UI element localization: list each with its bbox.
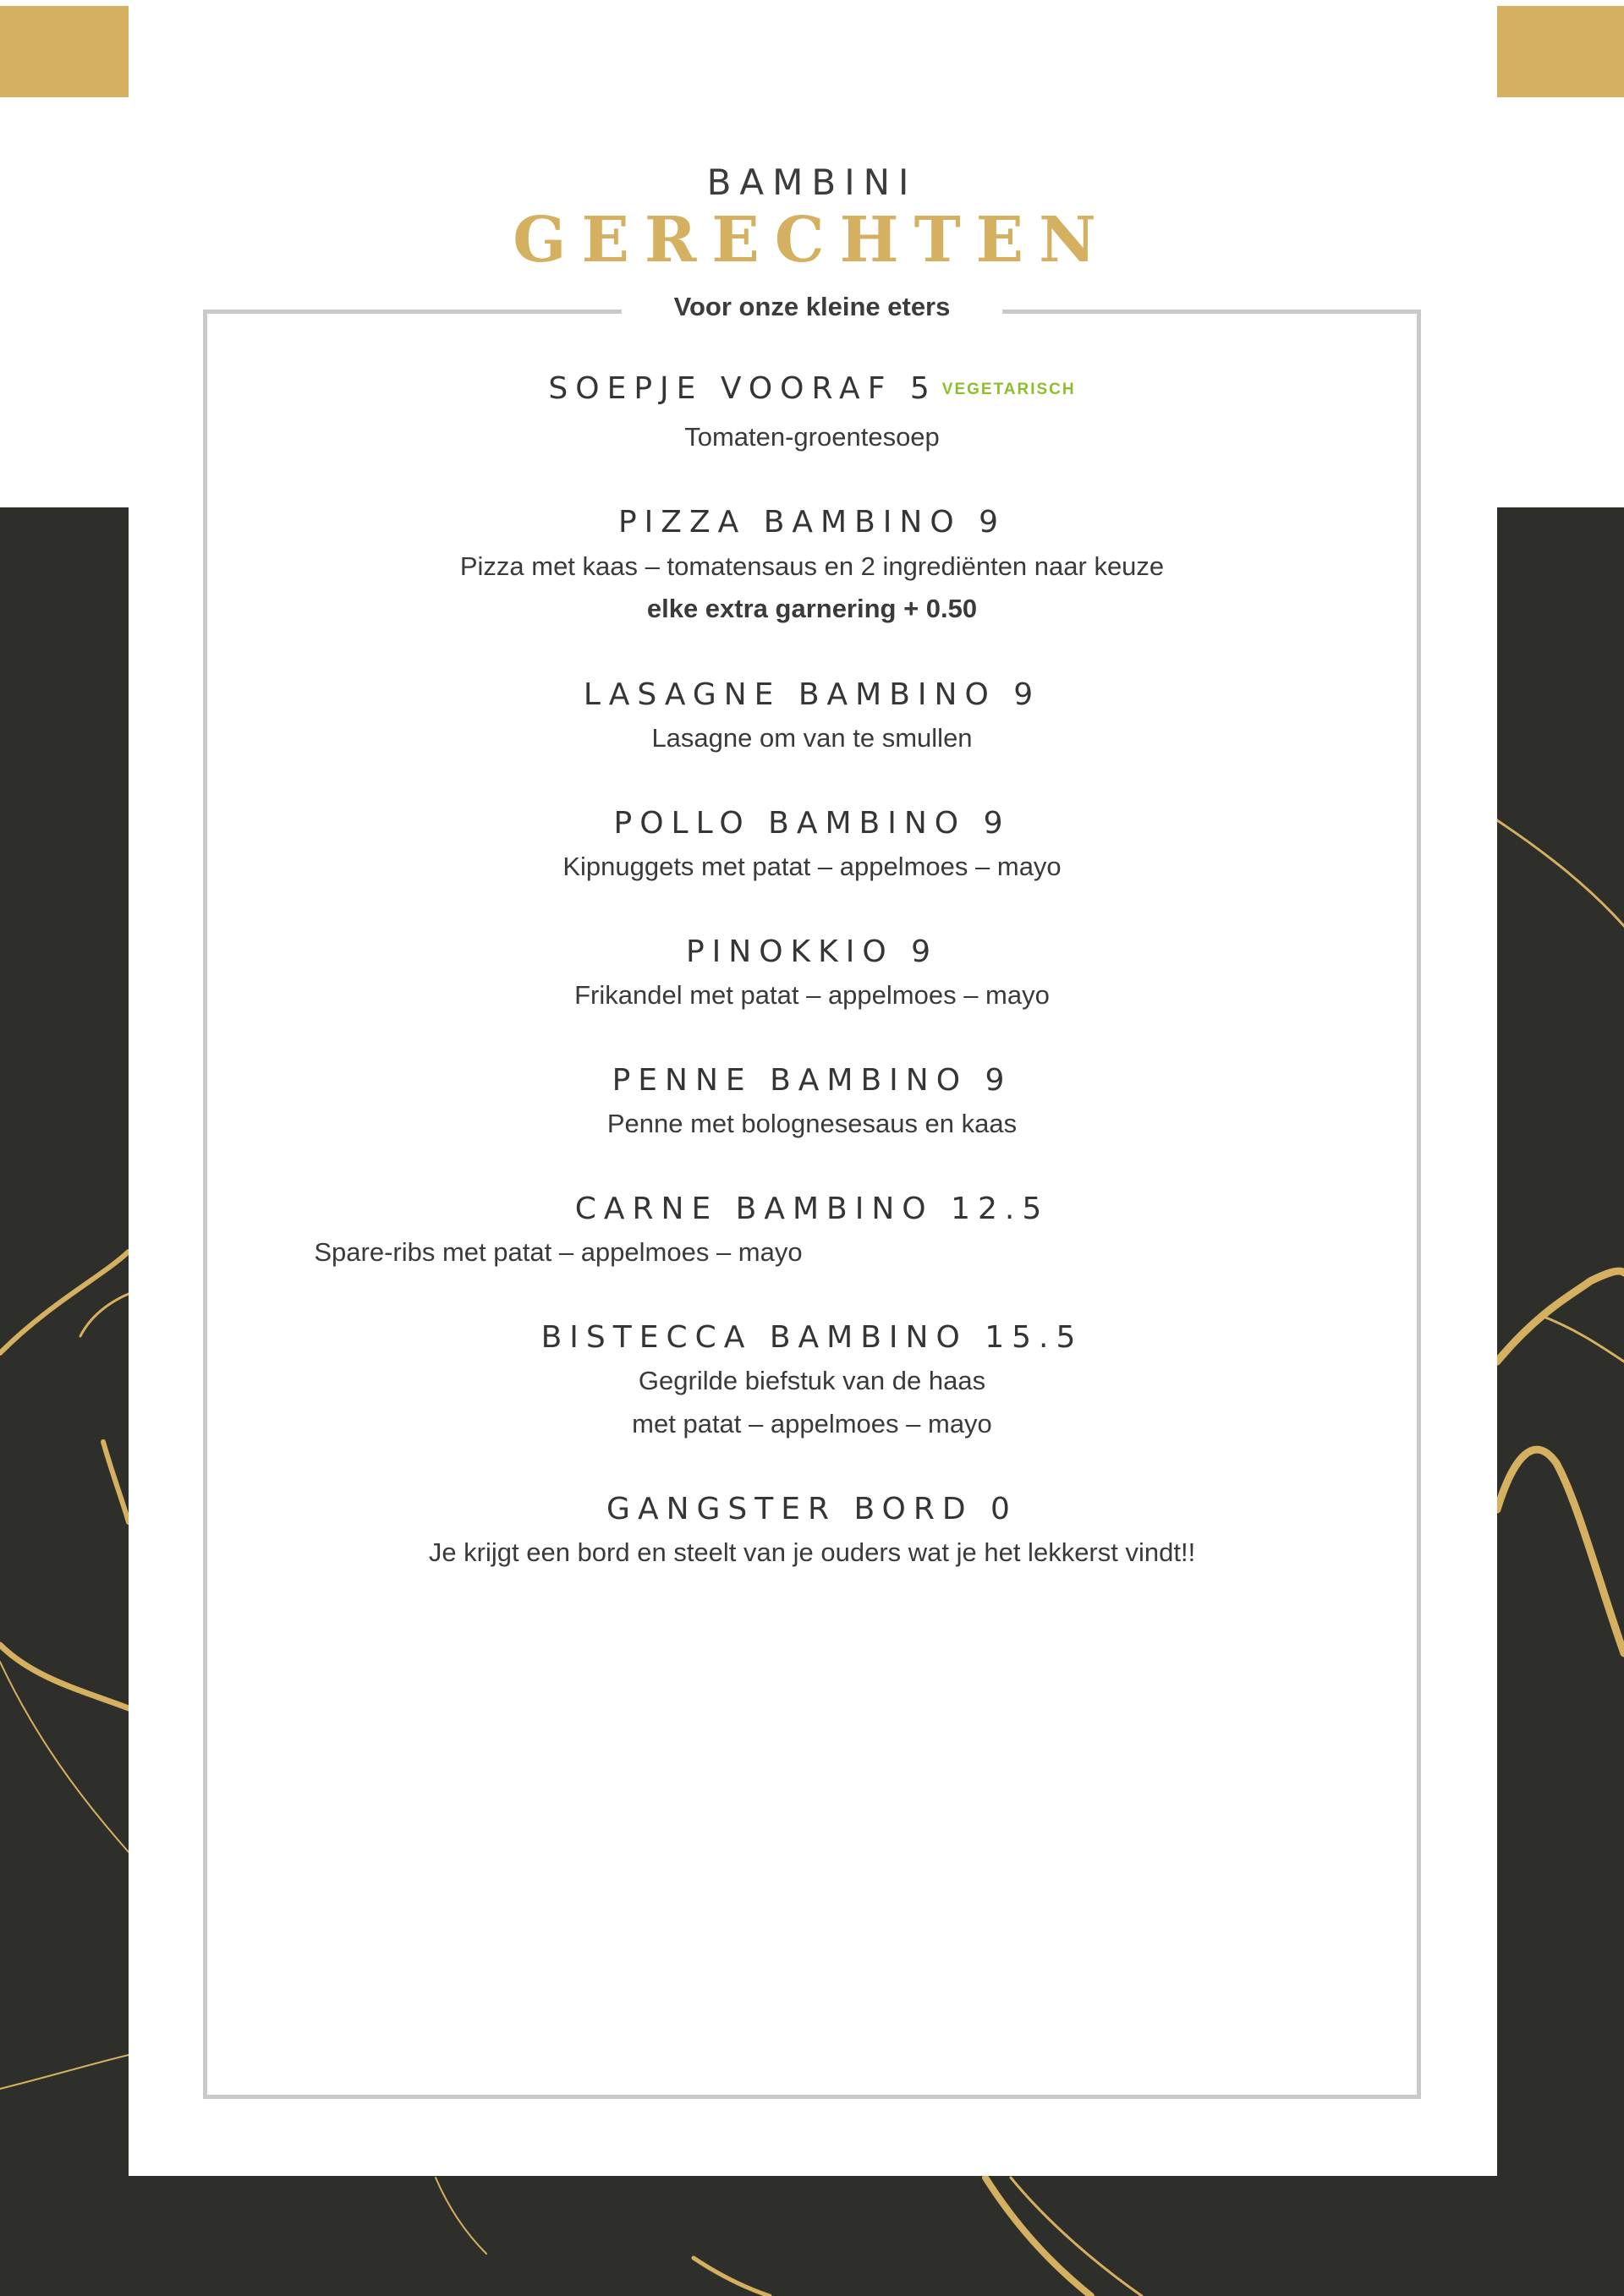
menu-heading [0,161,1624,277]
vegetarian-badge: VEGETARISCH [941,381,1076,398]
menu-item-description: Pizza met kaas – tomatensaus en 2 ingrediënten naar keuze [459,551,1165,581]
dish-name: SOEPJE VOORAF [548,371,893,406]
menu-item-title [0,370,1624,408]
dish-name: POLLO BAMBINO [613,806,967,841]
dish-price: 9 [983,806,1011,841]
dish-price: 9 [1013,677,1041,712]
menu-item-description: Kipnuggets met patat – appelmoes – mayo [562,852,1062,881]
dish-name: CARNE BAMBINO [574,1192,934,1226]
dish-name: GANGSTER BORD [606,1492,974,1526]
dish-price: 9 [979,505,1007,540]
menu-item-title [0,1062,1624,1099]
menu-item-title [0,1319,1624,1356]
menu-item-description: Lasagne om van te smullen [651,723,973,753]
menu-item-extra: elke extra garnering + 0.50 [646,594,978,623]
menu-item-title [0,805,1624,842]
menu-item-description: Tomaten-groentesoep [684,422,940,452]
dish-price: 0 [990,1492,1018,1526]
heading-large: GERECHTEN [513,204,1111,277]
dish-name: BISTECCA BAMBINO [540,1320,968,1355]
menu-item-title [0,1491,1624,1528]
menu-item-title [0,504,1624,541]
dish-price: 9 [911,934,939,969]
menu-item-description: Frikandel met patat – appelmoes – mayo [574,980,1050,1010]
menu-item-description: Spare-ribs met patat – appelmoes – mayo [314,1237,803,1267]
menu-item-description: Penne met bolognesesaus en kaas [606,1109,1018,1138]
heading-small: BAMBINI [706,162,918,203]
dish-price: 12.5 [951,1192,1050,1226]
dish-price: 9 [985,1063,1012,1098]
menu-item-title [0,677,1624,714]
dish-price: 5 [909,371,937,406]
menu-item-description: met patat – appelmoes – mayo [632,1409,992,1438]
dish-name: PIZZA BAMBINO [617,505,962,540]
dish-name: PENNE BAMBINO [612,1063,968,1098]
dish-name: LASAGNE BAMBINO [583,677,996,712]
menu-item-description: Gegrilde biefstuk van de haas [638,1366,986,1395]
menu-item-title [0,1191,1624,1228]
dish-price: 15.5 [985,1320,1084,1355]
menu-item-title [0,934,1624,971]
dish-name: PINOKKIO [685,934,894,969]
subtitle: Voor onze kleine eters [622,286,1002,328]
menu-item-description: Je krijgt een bord en steelt van je ouders wat je het lekkerst vindt!! [428,1537,1196,1567]
